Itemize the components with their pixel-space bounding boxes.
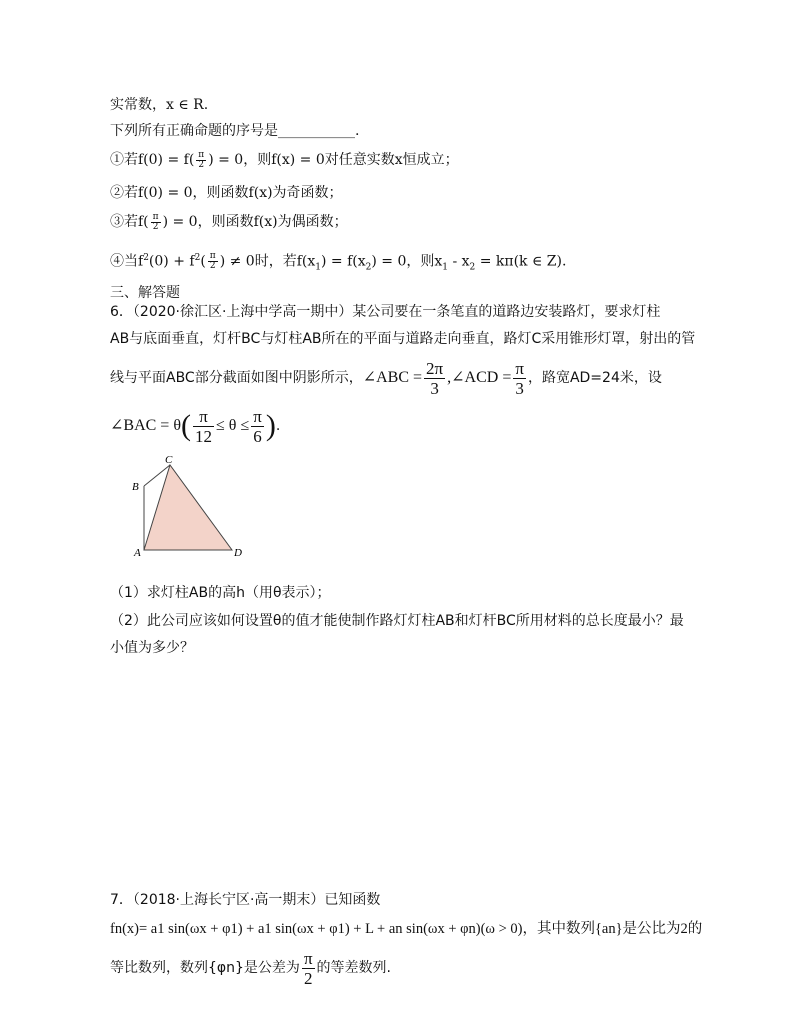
q6-line-3-text: 线与平面ABC部分截面如图中阴影所示， <box>110 370 363 386</box>
subscript: 1 <box>315 262 321 273</box>
proposition-3 <box>110 211 348 233</box>
q7-line-1: 7．（2018·上海长宁区·高一期末）已知函数 <box>110 892 381 908</box>
period: . <box>275 418 281 434</box>
q6-line-4 <box>110 404 280 448</box>
angle-acd: ,∠ACD = <box>447 369 512 386</box>
q7-line-3-text-b: 的等差数列. <box>316 960 391 976</box>
fraction-pi-over-2: $\frac{\pi}{2}$ <box>303 948 313 988</box>
angle-abc: ∠ABC = <box>362 369 423 386</box>
theta-range: ≤ θ ≤ <box>216 417 250 434</box>
subscript: 2 <box>469 262 476 273</box>
fraction-pi-over-6: $\frac{\pi}{6}$ <box>253 406 262 446</box>
q7-line-3 <box>110 948 391 988</box>
fraction-pi-over-12: $\frac{\pi}{12}$ <box>195 406 212 446</box>
text-line-prompt: 下列所有正确命题的序号是___________. <box>110 123 360 139</box>
lamp-diagram <box>128 456 248 566</box>
fraction-pi-over-2: $\frac{\pi}{2}$ <box>209 251 216 272</box>
prop4-text-e: ) = f(x <box>320 253 366 270</box>
prop4-text-g: - x <box>448 253 470 270</box>
q6-line-2: AB与底面垂直，灯杆BC与灯柱AB所在的平面与道路走向垂直，路灯C采用锥形灯罩，射出的管 <box>110 331 696 347</box>
prop4-text-f: ) = 0，则x <box>371 253 443 270</box>
q6-line-1: 6．（2020·徐汇区·上海中学高一期中）某公司要在一条笔直的道路边安装路灯，要求灯柱 <box>110 304 661 320</box>
prop4-text-b: (0) + f <box>148 253 195 270</box>
proposition-2: ②若f(0) = 0，则函数f(x)为奇函数； <box>110 185 343 201</box>
subscript: 1 <box>442 262 448 273</box>
section-heading: 三、解答题 <box>110 285 180 301</box>
fraction-pi-over-2: $\frac{\pi}{2}$ <box>152 211 159 232</box>
prop1-text-b: ) = 0，则f(x) = 0对任意实数x恒成立； <box>208 152 459 168</box>
angle-bac: ∠BAC = θ <box>110 417 181 434</box>
left-paren: ( <box>181 409 191 442</box>
prop3-text-a: ③若f( <box>110 214 149 230</box>
superscript: 2 <box>143 253 149 263</box>
road-width-text: ，路宽AD=24米，设 <box>527 370 662 386</box>
shaded-triangle-acd <box>144 465 232 550</box>
prop1-text-a: ①若f(0) = f( <box>110 152 195 168</box>
prop4-text-a: ④当f <box>110 253 144 270</box>
proposition-4 <box>110 247 566 278</box>
fraction-pi-over-2: $\frac{\pi}{2}$ <box>198 149 205 170</box>
q6-subquestion-1: （1）求灯柱AB的高h（用θ表示）； <box>110 585 331 601</box>
prop4-text-c: ( <box>200 253 206 270</box>
q6-line-3 <box>110 358 662 398</box>
right-paren: ) <box>265 409 276 442</box>
q7-line-2: fn(x)= a1 sin(ωx + φ1) + a1 sin(ωx + φ1) + L + an sin(ωx + φn)(ω > 0)，其中数列{an}是公比为2的 <box>110 921 703 937</box>
prop4-text-d: ) ≠ 0时，若f(x <box>219 253 316 270</box>
label-d: D <box>234 547 242 559</box>
fraction-pi-over-3: $\frac{\pi}{3}$ <box>515 358 524 398</box>
q7-line-3-text-a: 等比数列，数列{φn}是公差为 <box>110 960 300 976</box>
q6-subquestion-2-line-1: （2）此公司应该如何设置θ的值才能使制作路灯灯柱AB和灯杆BC所用材料的总长度最小？最 <box>110 613 684 629</box>
text-line-real-constant: 实常数，x ∈ R. <box>110 97 209 113</box>
label-c: C <box>165 456 173 466</box>
label-a: A <box>134 547 141 559</box>
q6-subquestion-2-line-2: 小值为多少？ <box>110 640 194 656</box>
proposition-1 <box>110 149 459 171</box>
prop3-text-b: ) = 0，则函数f(x)为偶函数； <box>162 214 348 230</box>
prop4-text-h: = kπ(k ∈ Z). <box>475 253 567 270</box>
subscript: 2 <box>365 262 372 273</box>
label-b: B <box>132 481 139 493</box>
superscript: 2 <box>194 253 201 263</box>
fraction-2pi-over-3: $\frac{2\pi}{3}$ <box>426 358 444 398</box>
